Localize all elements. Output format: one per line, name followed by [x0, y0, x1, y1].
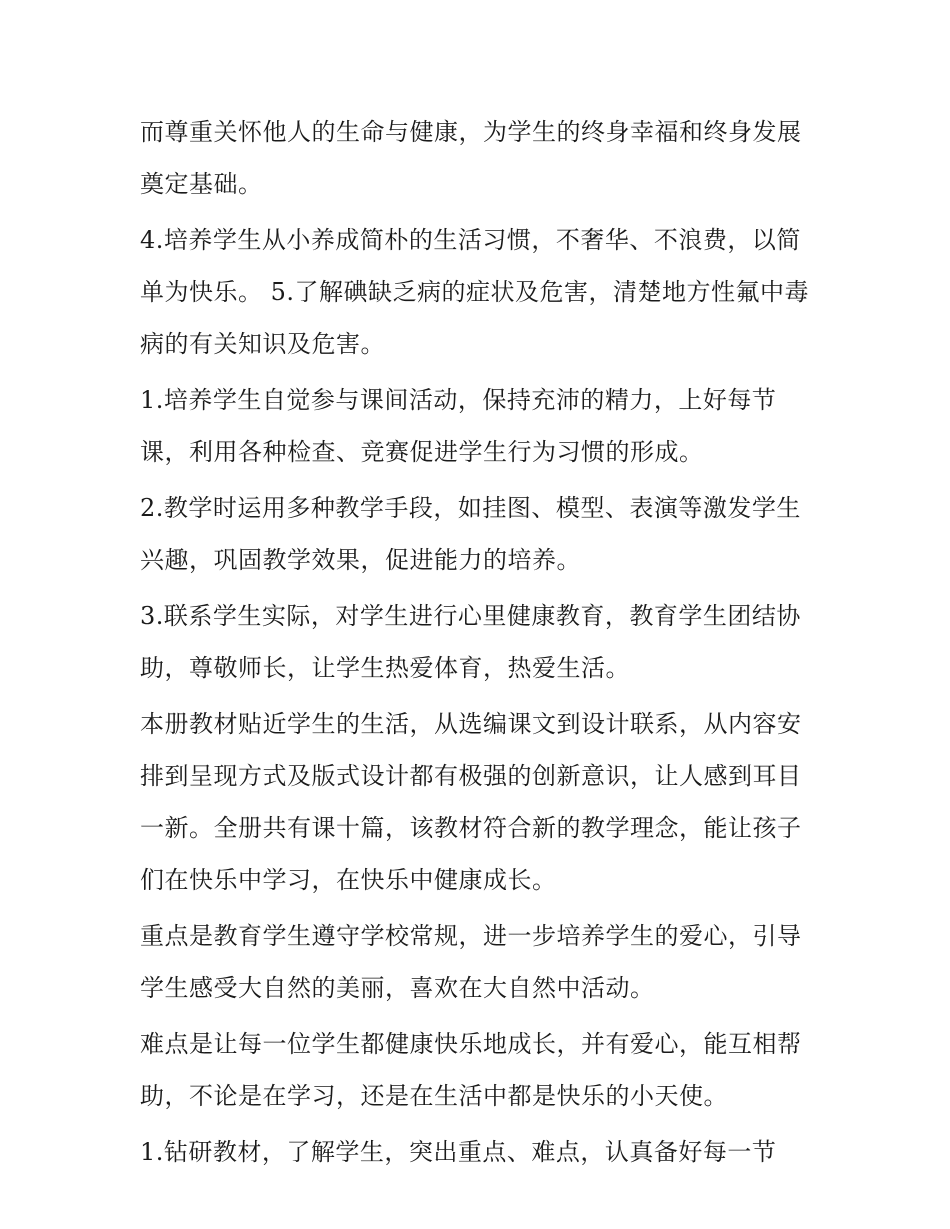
paragraph-7: 重点是教育学生遵守学校常规，进一步培养学生的爱心，引导学生感受大自然的美丽，喜欢在大自然中活动。 [140, 922, 802, 1002]
paragraph-5: 3.联系学生实际，对学生进行心里健康教育，教育学生团结协助，尊敬师长，让学生热爱体育，热爱生活。 [140, 602, 801, 682]
paragraph-2: 4.培养学生从小养成简朴的生活习惯，不奢华、不浪费，以简单为快乐。 5.了解碘缺乏病的症状及危害，清楚地方性氟中毒病的有关知识及危害。 [140, 226, 810, 358]
paragraph-4: 2.教学时运用多种教学手段，如挂图、模型、表演等激发学生兴趣，巩固教学效果，促进能力的培养。 [140, 494, 801, 574]
paragraph-6: 本册教材贴近学生的生活，从选编课文到设计联系，从内容安排到呈现方式及版式设计都有极强的创新意识，让人感到耳目一新。全册共有课十篇，该教材符合新的教学理念，能让孩子们在快乐中学习，在快乐中健康成长。 [140, 710, 802, 894]
document-body [140, 106, 820, 1182]
paragraph-8: 难点是让每一位学生都健康快乐地成长，并有爱心，能互相帮助，不论是在学习，还是在生活中都是快乐的小天使。 [140, 1030, 802, 1110]
paragraph-3: 1.培养学生自觉参与课间活动，保持充沛的精力，上好每节课，利用各种检查、竞赛促进学生行为习惯的形成。 [140, 386, 777, 466]
paragraph-1: 而尊重关怀他人的生命与健康，为学生的终身幸福和终身发展奠定基础。 [140, 118, 802, 198]
paragraph-9: 1.钻研教材，了解学生，突出重点、难点，认真备好每一节 [140, 1138, 777, 1166]
